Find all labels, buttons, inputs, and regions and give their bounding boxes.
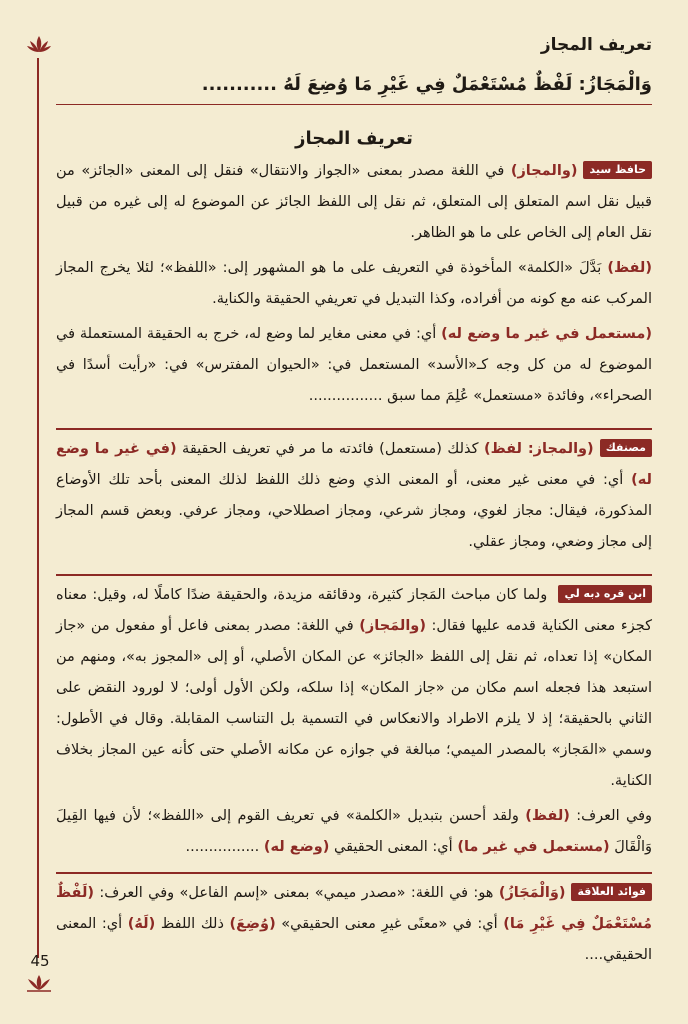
paragraph [56,253,652,315]
keyword: (وضع له) [263,839,330,855]
paragraph-text: أي: المعنى الحقيقي [329,839,458,855]
keyword: (في غير ما وضع له) [56,441,652,488]
matn-underline [56,104,652,105]
continuation-dots: ................ [185,839,260,855]
paragraph-text: وفي العرف: [569,808,652,824]
keyword: (لَهُ) [127,916,156,932]
paragraph-text: في اللغة مصدر بمعنى «الجواز والانتقال» فنقل إلى المعنى «الجائز» من قبيل نقل اسم المتعلق إلى المتعلق، ثم نقل إلى اللفظ الجائز عن الموضوع له إلى غيره من قبيل نقل العام إلى الخاص على ما هو الظاهر. [56,163,652,241]
keyword: (لَفْظٌ مُسْتَعْمَلٌ فِي غَيْرِ مَا) [56,885,652,932]
paragraph-text: في اللغة: مصدر بمعنى فاعل أو مفعول من «جاز المكان» إذا تعداه، ثم نقل إلى اللفظ «الجائز» عن المكان الأصلي، أو إلى «المجوز به»، ومنهم من استبعد هذا فجعله اسم مكان من «جاز المكان» إذا سلكه، ولكن الأول أولى؛ لا لورود النقض على الثاني بالحقيقة؛ إذ لا يلزم الاطراد والانعكاس في التسمية بل التناسب المقابلة. وقال في الأطول: وسمي «المَجاز» بالمصدر الميمي؛ مبالغة في جوازه عن مكانه الأصلي حتى كأنه عين المجاز بخلاف الكناية. [56,618,652,789]
matn-text [92,70,652,100]
matn-dots: ........... [201,74,277,95]
paragraph-text: ذلك اللفظ [155,916,230,932]
paragraph-text: كذلك (مستعمل) فائدته ما مر في تعريف الحقيقة [176,441,484,457]
keyword: (لفظ) [525,808,570,824]
keyword: (والمجاز) [510,163,578,179]
commentary-hafiz-sayyid [56,156,652,416]
section-title: تعريف المجاز [295,128,413,149]
section-divider [56,428,652,430]
lotus-ornament-icon [24,972,54,994]
page-number: 45 [30,952,50,970]
paragraph-text: هو: في اللغة: «مصدر ميمي» بمعنى «إسم الفاعل» وفي العرف: [94,885,499,901]
commentator-badge: حافظ سيد [583,161,652,179]
paragraph-text: بَدَّلَ «الكلمة» المأخوذة في التعريف على ما هو المشهور إلى: «اللفظ»؛ لئلا يخرج المجاز المركب عنه مع كونه من أفراده، وكذا التبديل في تعريفي الحقيقة والكناية. [56,260,652,307]
commentary-ibn-qara [56,580,652,867]
paragraph [56,580,652,797]
paragraph [56,878,652,971]
matn-definition: وَالْمَجَازُ: لَفْظٌ مُسْتَعْمَلٌ فِي غَيْرِ مَا وُضِعَ لَهُ [283,74,652,95]
margin-rule [37,58,39,958]
keyword: (وُضِعَ) [229,916,276,932]
keyword: (والمَجاز) [359,618,426,634]
paragraph [56,319,652,412]
keyword: (مستعمل في غير ما وضع له) [441,326,652,342]
paragraph-text: أي: في «معنًى غيرِ معنى الحقيقي» [275,916,504,932]
commentator-badge: فوائد العلاقة [571,883,652,901]
continuation-dots: .... [584,947,604,963]
paragraph-text: ولقد أحسن بتبديل «الكلمة» في تعريف القوم إلى «اللفظ»؛ لأن فيها القِيلَ وَالْقَالَ [56,808,652,855]
continuation-dots: ................ [308,388,383,404]
commentary-fawaid [56,878,652,975]
keyword: (مستعمل في غير ما) [457,839,610,855]
commentary-musannifak [56,434,652,562]
paragraph [56,801,652,863]
section-divider [56,574,652,576]
paragraph-text: ولما كان مباحث المَجاز كثيرة، ودقائقه مزيدة، والحقيقة ضدًا كاملًا له، وقيل: معناه كجزء معنى الكناية قدمه عليها فقال: [56,587,652,634]
commentator-badge: مصنفك [600,439,652,457]
lotus-ornament-icon [26,34,52,56]
paragraph-text: أي: المعنى الحقيقي [56,916,652,963]
running-header: تعريف المجاز [540,35,652,55]
commentator-badge: ابن قره دبه لي [558,585,652,603]
keyword: (وَالْمَجَازُ) [498,885,566,901]
section-divider [56,872,652,874]
paragraph-text: أي: في معنى مغاير لما وضع له، خرج به الحقيقة المستعملة في الموضوع له من كل وجه كـ«الأسد» المستعمل في: «الحيوان المفترس» في: «رأيت أسدًا في الصحراء»، وفائدة «مستعمل» عُلِمَ مما سبق [56,326,652,404]
paragraph [56,156,652,249]
keyword: (والمجاز: لفظ) [483,441,594,457]
keyword: (لفظ) [607,260,652,276]
paragraph [56,434,652,558]
paragraph-text: أي: في معنى غير معنى، أو المعنى الذي وضع ذلك اللفظ لذلك المعنى بأحد تلك الأوضاع المذكورة، فيقال: مجاز لغوي، ومجاز شرعي، ومجاز اصطلاحي، ومجاز عرفي. وبعض قسم المجاز إلى مجاز وضعي، ومجاز عقلي. [56,472,652,550]
